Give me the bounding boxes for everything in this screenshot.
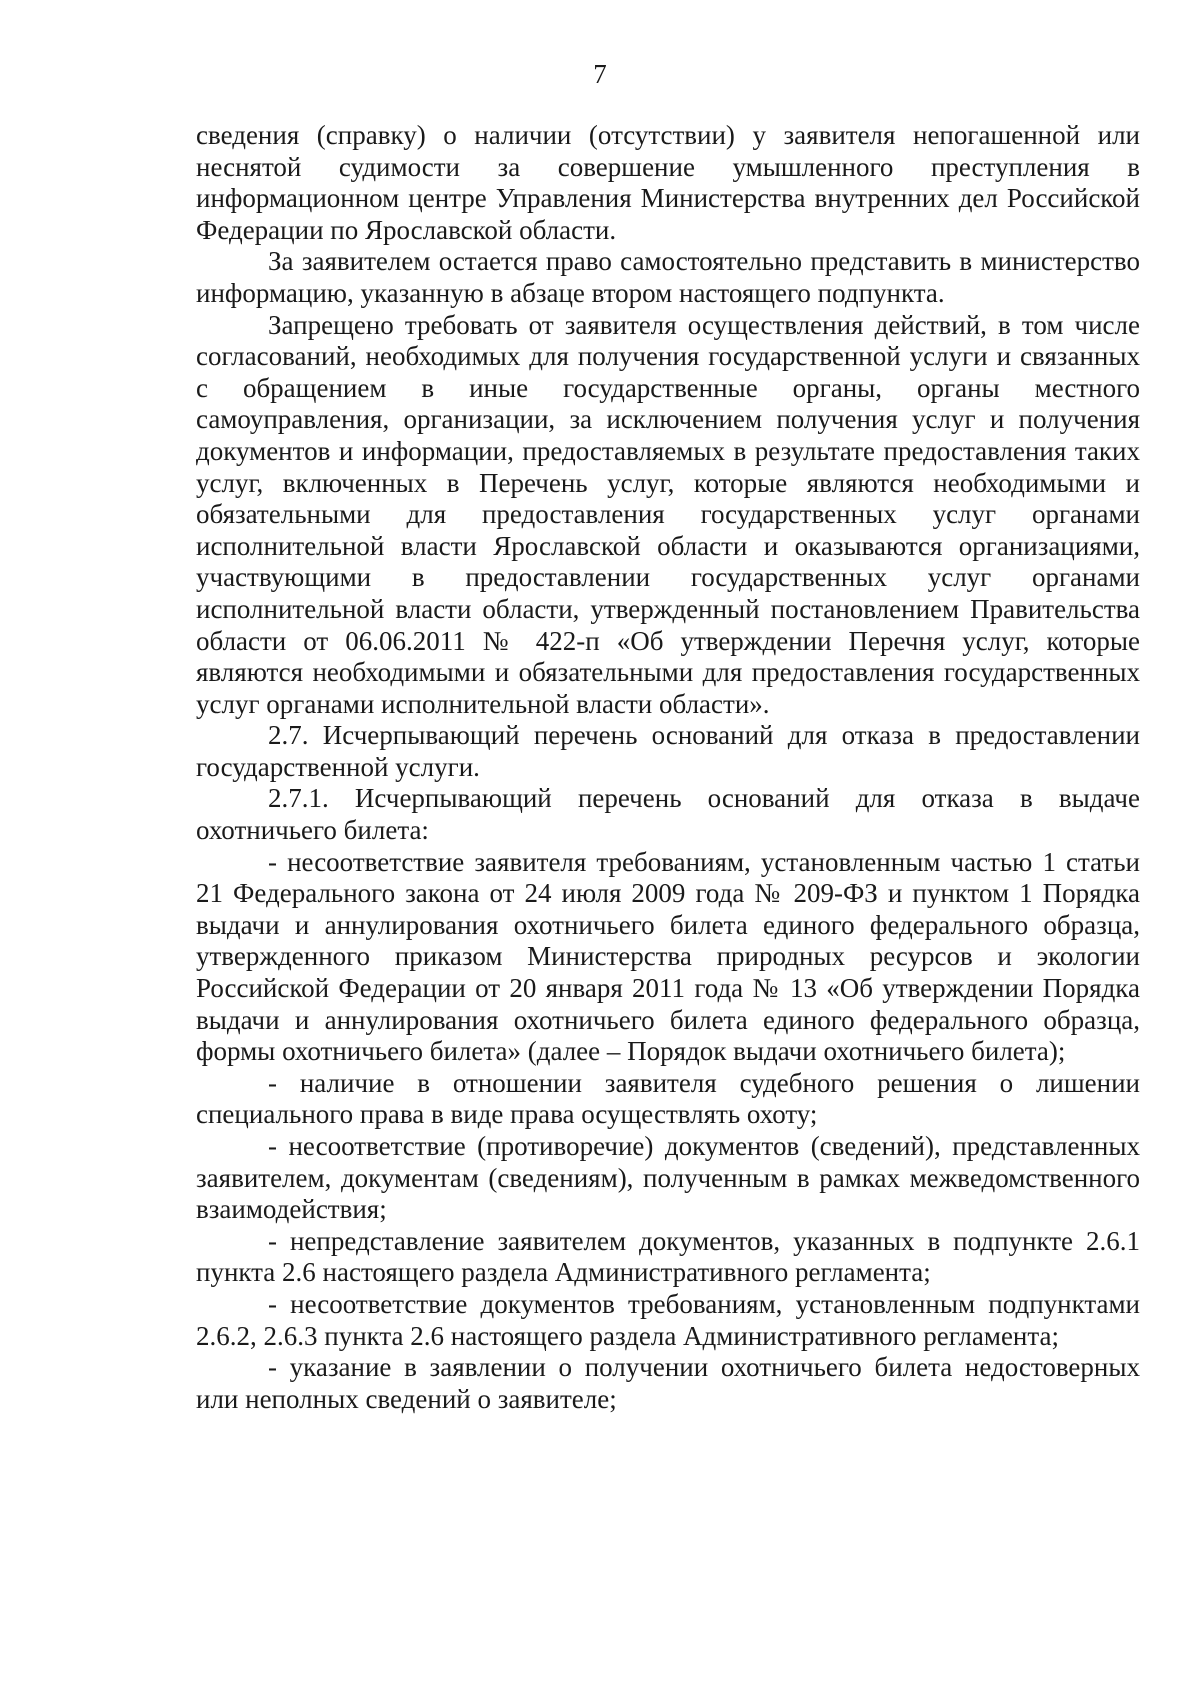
paragraph-applicant-right: За заявителем остается право самостоятельно представить в министерство информацию, указанную в абзаце втором настоящего подпункта. — [196, 246, 1140, 308]
document-body — [196, 120, 1140, 1415]
paragraph-prohibition: Запрещено требовать от заявителя осуществления действий, в том числе согласований, необходимых для получения государственной услуги и связанных с обращением в иные государственные органы, органы местного самоуправления, организации, за исключением получения услуг и получения документов и информации, предоставляемых в результате предоставления таких услуг, включенных в Перечень услуг, которые являются необходимыми и обязательными для предоставления государственных услуг органами исполнительной власти Ярославской области и оказываются организациями, участвующими в предоставлении государственных услуг органами исполнительной власти области, утвержденный постановлением Правительства области от 06.06.2011 № 422-п «Об утверждении Перечня услуг, которые являются необходимыми и обязательными для предоставления государственных услуг органами исполнительной власти области». — [196, 309, 1140, 719]
section-2-7-heading: 2.7. Исчерпывающий перечень оснований для отказа в предоставлении государственной услуги. — [196, 720, 1140, 782]
subsection-2-7-1-heading: 2.7.1. Исчерпывающий перечень оснований для отказа в выдаче охотничьего билета: — [196, 783, 1140, 846]
list-item-court-decision: - наличие в отношении заявителя судебного решения о лишении специального права в виде права осуществлять охоту; — [196, 1067, 1140, 1130]
list-item-documents-not-provided: - непредставление заявителем документов, указанных в подпункте 2.6.1 пункта 2.6 настоящего раздела Административного регламента; — [196, 1225, 1140, 1288]
list-item-requirements-mismatch: - несоответствие заявителя требованиям, установленным частью 1 статьи 21 Федерального закона от 24 июля 2009 года № 209-ФЗ и пунктом 1 Порядка выдачи и аннулирования охотничьего билета единого федерального образца, утвержденного приказом Министерства природных ресурсов и экологии Российской Федерации от 20 января 2011 года № 13 «Об утверждении Порядка выдачи и аннулирования охотничьего билета единого федерального образца, формы охотничьего билета» (далее – Порядок выдачи охотничьего билета); — [196, 846, 1140, 1067]
page-number: 7 — [593, 59, 607, 89]
list-item-unreliable-information: - указание в заявлении о получении охотничьего билета недостоверных или неполных сведений о заявителе; — [196, 1352, 1140, 1414]
list-item-documents-noncompliance: - несоответствие документов требованиям, установленным подпунктами 2.6.2, 2.6.3 пункта 2.6 настоящего раздела Административного регламента; — [196, 1288, 1140, 1351]
paragraph-continuation: сведения (справку) о наличии (отсутствии) у заявителя непогашенной или неснятой судимости за совершение умышленного преступления в информационном центре Управления Министерства внутренних дел Российской Федерации по Ярославской области. — [196, 120, 1140, 245]
list-item-documents-contradiction: - несоответствие (противоречие) документов (сведений), представленных заявителем, документам (сведениям), полученным в рамках межведомственного взаимодействия; — [196, 1131, 1140, 1225]
